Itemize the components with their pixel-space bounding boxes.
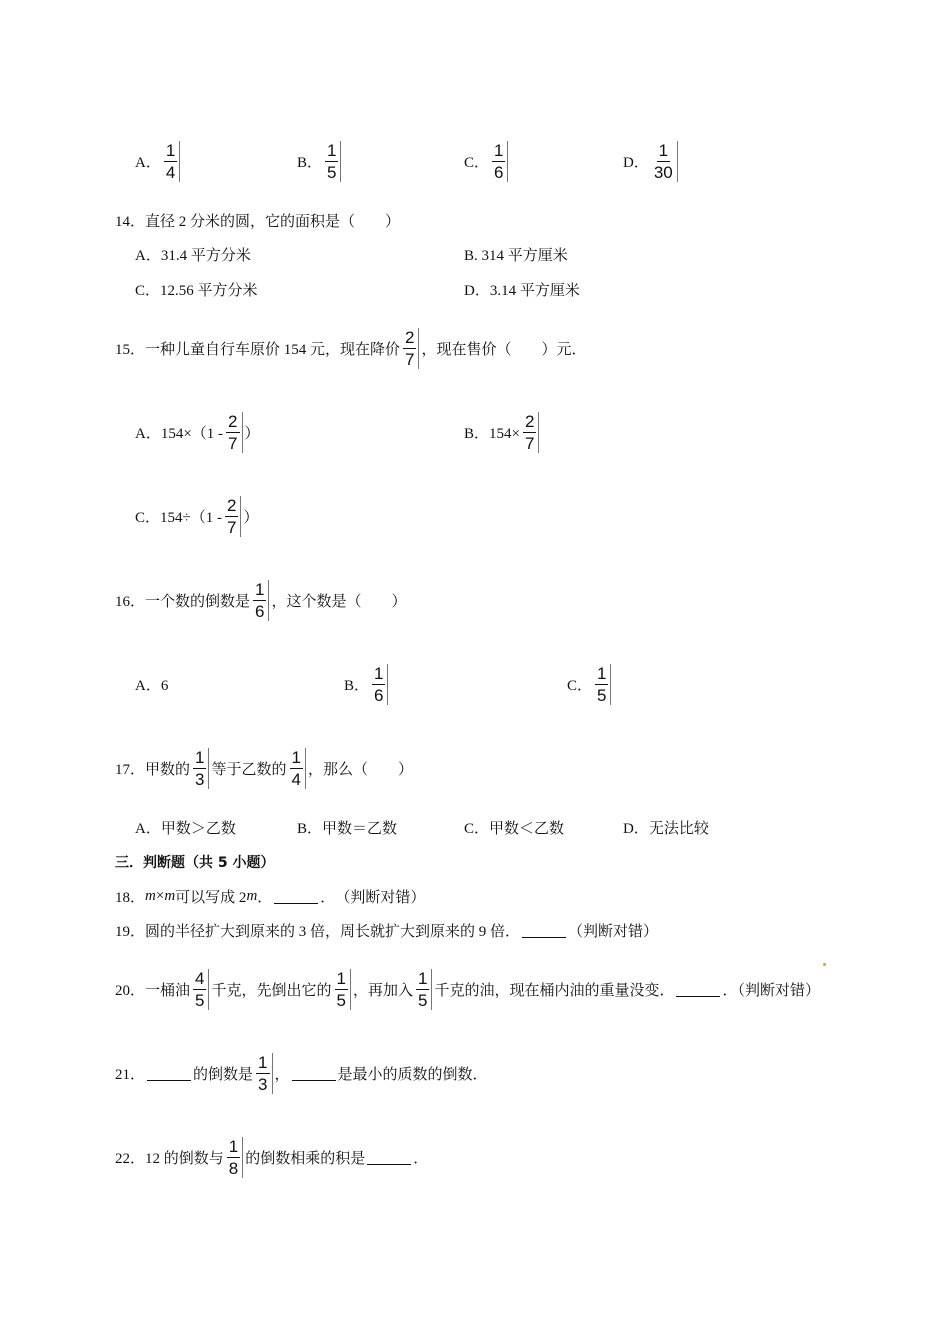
option-text: A．31.4 平方分米 [135,247,251,264]
answer-blank[interactable] [292,1066,336,1081]
q14-option-c [135,266,258,312]
q15-stem [115,325,587,371]
option-text: B．154× [464,425,520,442]
q22 [115,1134,428,1180]
question-hint: （判断对错） [568,923,659,940]
fraction [491,141,508,182]
fraction [324,141,341,182]
denominator: 4 [291,769,301,789]
question-text: ． [320,889,336,906]
option-text: ） [244,425,260,442]
q15-option-a [135,409,260,455]
question-text: ， [274,1066,290,1083]
numerator: 1 [494,140,504,160]
q16-stem [115,577,407,623]
question-text: ，这个数是（ ） [271,593,407,610]
option-text: D．无法比较 [623,820,709,837]
question-text: 22．12 的倒数与 [115,1150,224,1167]
answer-blank[interactable] [147,1066,191,1081]
fraction [402,328,419,369]
numerator: 1 [255,579,265,599]
fraction [224,496,241,537]
numerator: 2 [405,327,415,347]
fraction [225,412,242,453]
option-label: D． [623,154,649,171]
denominator: 7 [524,433,535,453]
question-text: ． [257,889,273,906]
q17-option-d [623,804,709,850]
question-text: 19．圆的半径扩大到原来的 3 倍，周长就扩大到原来的 9 倍． [115,923,521,940]
option-text: B. 314 平方厘米 [464,247,568,264]
denominator: 4 [165,162,176,182]
denominator: 3 [258,1074,268,1094]
numerator: 1 [258,1052,268,1072]
fraction [371,664,388,705]
q19 [115,907,658,953]
option-text: A．154×（1 - [135,425,224,442]
numerator: 1 [195,747,205,767]
numerator: 4 [195,968,205,988]
numerator: 1 [336,968,346,988]
q13-option-d [623,138,680,184]
q13-option-c [464,138,510,184]
question-text: 可以写成 2 [175,889,247,906]
option-text: D．3.14 平方厘米 [464,282,580,299]
question-text: ． [413,1150,429,1167]
denominator: 5 [195,990,205,1010]
option-label: C． [464,154,490,171]
numerator: 1 [597,663,607,683]
question-text: ，再加入 [352,982,413,999]
q16-option-a [135,661,168,707]
q16-option-c [567,661,613,707]
numerator: 1 [327,140,337,160]
denominator: 5 [417,990,428,1010]
fraction [226,1137,243,1178]
denominator: 30 [653,162,673,182]
variable: m [246,887,258,904]
q14-option-d [464,266,580,312]
option-text: C．12.56 平方分米 [135,282,258,299]
fraction [594,664,611,705]
question-text: 千克的油，现在桶内油的重量没变． [434,982,675,999]
denominator: 7 [405,349,415,369]
question-text: 的倒数相乘的积是 [245,1150,366,1167]
question-number: 18． [115,889,146,906]
question-hint: （判断对错） [335,889,426,906]
option-label: C． [567,677,593,694]
numerator: 2 [524,411,535,431]
fraction [163,141,180,182]
denominator: 5 [336,990,346,1010]
denominator: 5 [597,685,607,705]
numerator: 2 [228,411,238,431]
option-text: A．6 [135,677,169,694]
answer-blank[interactable] [676,982,720,997]
fraction [192,969,209,1010]
option-text: C．甲数＜乙数 [464,820,565,837]
numerator: 1 [291,747,301,767]
option-text: ） [243,509,259,526]
q15-option-b [464,409,541,455]
denominator: 8 [228,1158,239,1178]
question-hint: ．（判断对错） [722,982,820,999]
question-text: 17．甲数的 [115,761,191,778]
option-label: B． [297,154,323,171]
q21 [115,1050,488,1096]
question-text: 等于乙数的 [211,761,287,778]
q15-option-c [135,493,258,539]
numerator: 1 [165,140,176,160]
answer-blank[interactable] [274,889,318,904]
denominator: 7 [228,433,238,453]
option-text: C．154÷（1 - [135,509,222,526]
denominator: 6 [494,162,504,182]
option-label: B． [344,677,370,694]
denominator: 3 [195,769,205,789]
fraction [252,580,269,621]
option-text: A．甲数＞乙数 [135,820,236,837]
numerator: 2 [226,495,237,515]
speck-mark [823,963,826,966]
q17-stem [115,745,413,791]
variable: m [164,887,176,904]
numerator: 1 [374,663,384,683]
fraction [334,969,351,1010]
denominator: 6 [255,601,265,621]
q16-option-b [344,661,390,707]
option-label: A． [135,154,161,171]
fraction [415,969,432,1010]
option-text: B．甲数＝乙数 [297,820,398,837]
q17-option-c [464,804,564,850]
question-text: ，现在售价（ ）元． [421,341,587,358]
question-number: 21． [115,1066,146,1083]
question-text: ，那么（ ） [307,761,413,778]
q20 [115,966,820,1012]
question-text: 千克，先倒出它的 [211,982,332,999]
denominator: 7 [226,517,237,537]
denominator: 6 [374,685,384,705]
question-text: 是最小的质数的倒数． [337,1066,488,1083]
numerator: 1 [228,1136,239,1156]
denominator: 5 [327,162,337,182]
q13-option-b [297,138,343,184]
numerator: 1 [417,968,428,988]
section-title: 三．判断题（共 5 小题） [115,855,275,871]
fraction [289,748,306,789]
answer-blank[interactable] [522,923,566,938]
answer-blank[interactable] [367,1150,411,1165]
fraction [651,141,678,182]
question-text: 15．一种儿童自行车原价 154 元，现在降价 [115,341,401,358]
question-text: 的倒数是 [193,1066,254,1083]
question-text: 16．一个数的倒数是 [115,593,251,610]
numerator: 1 [658,140,669,160]
operator: × [155,887,165,904]
fraction [192,748,209,789]
q13-option-a [135,138,182,184]
fraction [255,1053,272,1094]
variable: m [145,887,156,904]
question-text: 20．一桶油 [115,982,191,999]
fraction [522,412,539,453]
q17-option-b [297,804,397,850]
question-text: 14．直径 2 分米的圆，它的面积是（ ） [115,213,401,230]
